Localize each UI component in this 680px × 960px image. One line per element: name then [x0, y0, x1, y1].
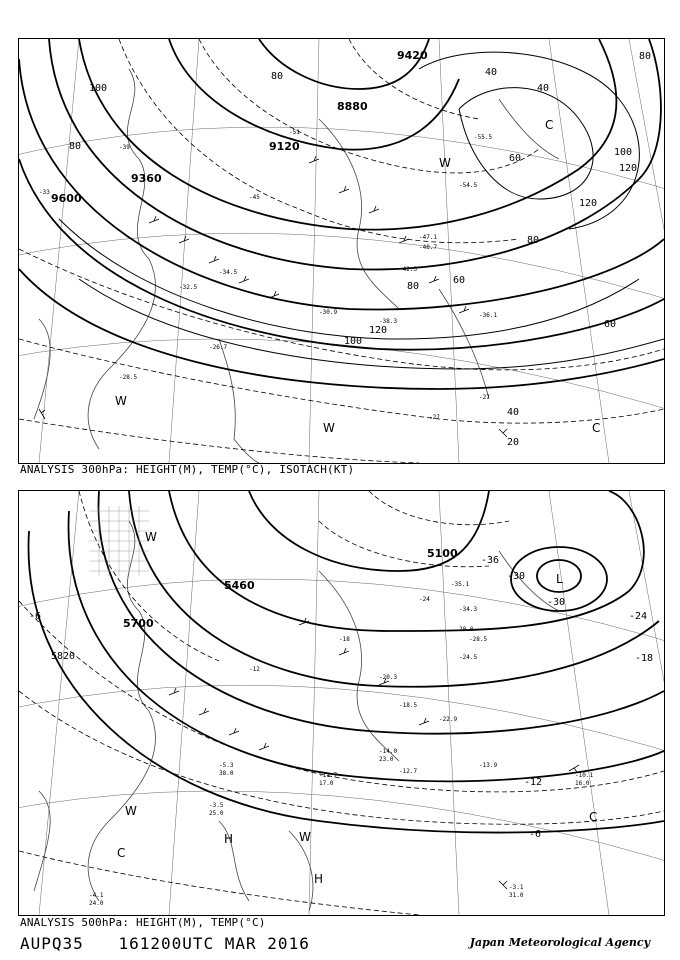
- isotach-label: 20: [507, 437, 520, 448]
- high-symbol: H: [314, 872, 324, 886]
- isotach-label: 100: [614, 147, 633, 158]
- obs-label: -3.5: [209, 802, 224, 809]
- isotach-label: 40: [507, 407, 520, 418]
- isotach-label: 60: [604, 319, 617, 330]
- warm-symbol: W: [125, 804, 137, 818]
- low-symbol: L: [556, 572, 563, 586]
- chart-header: [20, 934, 334, 953]
- temp-label: -34.5: [219, 269, 238, 276]
- height-label-9600: 9600: [51, 192, 82, 205]
- temp-label: -26.7: [209, 344, 228, 351]
- high-symbol: H: [224, 832, 234, 846]
- temp-label: -30: [547, 597, 566, 608]
- obs-label: 17.0: [319, 780, 334, 787]
- temp-label: -54.5: [459, 182, 478, 189]
- graticule: [19, 491, 664, 915]
- cold-symbol: C: [592, 421, 601, 435]
- isotach-label: 60: [453, 275, 466, 286]
- cold-symbol: C: [545, 118, 554, 132]
- cold-symbol: C: [589, 810, 598, 824]
- obs-label: 23.0: [379, 756, 394, 763]
- temp-label: -27: [429, 414, 440, 421]
- wind-barbs: [169, 618, 579, 889]
- warm-symbol: W: [299, 830, 311, 844]
- height-label-9420: 9420: [397, 49, 428, 62]
- temp-label: -38.3: [379, 318, 398, 325]
- obs-label: -34.3: [459, 606, 478, 613]
- warm-symbol: W: [323, 421, 335, 435]
- obs-label: -10.1: [575, 772, 594, 779]
- isotach-label: 60: [509, 153, 522, 164]
- isotach-label: 80: [69, 141, 82, 152]
- temp-label: -55.5: [474, 134, 493, 141]
- isotach-label: 80: [271, 71, 284, 82]
- obs-label: -24.5: [459, 654, 478, 661]
- temp-label: -28.5: [119, 374, 138, 381]
- caption-500hpa: ANALYSIS 500hPa: HEIGHT(M), TEMP(°C): [20, 916, 266, 929]
- temp-label: -12: [249, 666, 260, 673]
- obs-label: 20.0: [459, 626, 474, 633]
- analysis-500hpa-map: [18, 490, 665, 916]
- isotach-label: 120: [619, 163, 638, 174]
- obs-label: 25.0: [209, 810, 224, 817]
- warm-symbol: W: [115, 394, 127, 408]
- height-label-9120: 9120: [269, 140, 300, 153]
- obs-label: -11.7: [319, 772, 338, 779]
- temp-label: -39: [119, 144, 130, 151]
- map-500hpa-svg: [19, 491, 664, 915]
- obs-label: -4.1: [89, 892, 104, 899]
- caption-300hpa: ANALYSIS 300hPa: HEIGHT(M), TEMP(°C), ISOTACH(KT): [20, 463, 355, 476]
- height-label-8880: 8880: [337, 100, 368, 113]
- obs-label: -20.3: [379, 674, 398, 681]
- obs-label: -28.5: [469, 636, 488, 643]
- height-label-5820: 5820: [51, 651, 76, 662]
- cold-symbol: C: [117, 846, 126, 860]
- chart-code: AUPQ35: [20, 934, 84, 953]
- temp-label: -12: [524, 777, 543, 788]
- temp-label: -27: [479, 394, 490, 401]
- temp-label: -6: [529, 829, 542, 840]
- temp-label: -47.1: [419, 234, 438, 241]
- obs-label: -13.9: [479, 762, 498, 769]
- isotach-label: 80: [639, 51, 652, 62]
- temp-label: -45: [249, 194, 260, 201]
- analysis-300hpa-map: [18, 38, 665, 464]
- isotach-label: 40: [537, 83, 550, 94]
- temp-label: -6: [29, 611, 42, 622]
- obs-label: 16.0: [575, 780, 590, 787]
- isotach-label: 100: [344, 336, 363, 347]
- isotach-label: 40: [485, 67, 498, 78]
- temp-label: -36.1: [479, 312, 498, 319]
- isotach-label: 80: [527, 235, 540, 246]
- obs-label: 24.0: [89, 900, 104, 907]
- temp-label: -51: [289, 129, 300, 136]
- warm-symbol: W: [145, 530, 157, 544]
- isotach-label: 120: [369, 325, 388, 336]
- height-label-5460: 5460: [224, 579, 255, 592]
- height-label-5700: 5700: [123, 617, 154, 630]
- obs-label: -3.1: [509, 884, 524, 891]
- temp-label: -24: [629, 611, 648, 622]
- height-label-5100: 5100: [427, 547, 458, 560]
- temp-label: -48.7: [419, 244, 438, 251]
- temp-label: -33: [39, 189, 50, 196]
- obs-label: -18.5: [399, 702, 418, 709]
- obs-label: -12.7: [399, 768, 418, 775]
- obs-label: 38.0: [219, 770, 234, 777]
- temp-label: -36: [481, 555, 500, 566]
- temp-label: -32.5: [179, 284, 198, 291]
- isotach-label: 120: [579, 198, 598, 209]
- map-300hpa-svg: [19, 39, 664, 463]
- isotach-label: 100: [89, 83, 108, 94]
- agency-name: Japan Meteorological Agency: [469, 936, 650, 949]
- temp-label: -18: [339, 636, 350, 643]
- temp-label: -30.9: [319, 309, 338, 316]
- temp-label: -24: [419, 596, 430, 603]
- obs-label: 31.0: [509, 892, 524, 899]
- obs-label: -22.9: [439, 716, 458, 723]
- height-contours: [28, 491, 664, 833]
- height-label-9360: 9360: [131, 172, 162, 185]
- temperature-contours: [19, 491, 664, 915]
- temp-label: -42.3: [399, 266, 418, 273]
- obs-label: -5.3: [219, 762, 234, 769]
- temp-label: -18: [635, 653, 654, 664]
- obs-label: -35.1: [451, 581, 470, 588]
- valid-time: 161200UTC MAR 2016: [118, 934, 310, 953]
- obs-label: -14.0: [379, 748, 398, 755]
- warm-symbol: W: [439, 156, 451, 170]
- temp-label: -30: [507, 571, 526, 582]
- isotach-label: 80: [407, 281, 420, 292]
